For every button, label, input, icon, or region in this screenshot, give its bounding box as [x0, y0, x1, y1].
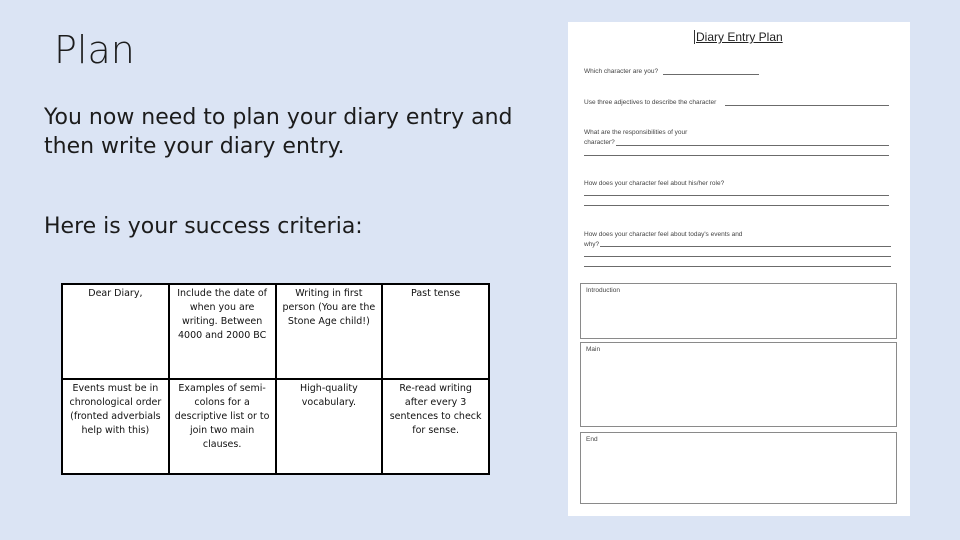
introduction-box — [580, 283, 897, 339]
question-responsibilities-cont: character? — [584, 139, 615, 146]
table-cell: Examples of semi-colons for a descriptive list or to join two main clauses. — [169, 379, 276, 474]
end-box — [580, 432, 897, 504]
main-box — [580, 342, 897, 427]
answer-line — [584, 155, 889, 156]
question-role-feelings: How does your character feel about his/her role? — [584, 180, 725, 187]
question-responsibilities: What are the responsibilities of your — [584, 129, 688, 136]
question-events-feelings-cont: why? — [584, 241, 600, 248]
answer-line — [584, 195, 889, 196]
table-cell: High-quality vocabulary. — [276, 379, 383, 474]
introduction-label: Introduction — [586, 287, 620, 294]
end-label: End — [586, 436, 598, 443]
answer-line — [584, 266, 891, 267]
table-cell: Events must be in chronological order (fronted adverbials help with this) — [62, 379, 169, 474]
answer-line — [616, 145, 889, 146]
criteria-heading: Here is your success criteria: — [44, 214, 363, 239]
diary-plan-sheet — [568, 22, 910, 516]
success-criteria-table — [61, 283, 490, 475]
table-cell: Past tense — [382, 284, 489, 379]
slide-title: Plan — [54, 28, 135, 72]
table-cell: Writing in first person (You are the Stone Age child!) — [276, 284, 383, 379]
answer-line — [584, 256, 891, 257]
table-cell: Include the date of when you are writing. Between 4000 and 2000 BC — [169, 284, 276, 379]
main-label: Main — [586, 346, 601, 353]
table-cell: Re-read writing after every 3 sentences to check for sense. — [382, 379, 489, 474]
table-row — [62, 284, 489, 379]
plan-sheet-title: Diary Entry Plan — [696, 30, 783, 44]
question-character: Which character are you? — [584, 68, 659, 75]
answer-line — [725, 105, 889, 106]
answer-line — [663, 74, 759, 75]
table-row — [62, 379, 489, 474]
intro-text: You now need to plan your diary entry and then write your diary entry. — [44, 105, 513, 159]
table-cell: Dear Diary, — [62, 284, 169, 379]
answer-line — [584, 205, 889, 206]
question-adjectives: Use three adjectives to describe the character — [584, 99, 717, 106]
question-events-feelings: How does your character feel about today's events and — [584, 231, 743, 238]
answer-line — [600, 246, 891, 247]
